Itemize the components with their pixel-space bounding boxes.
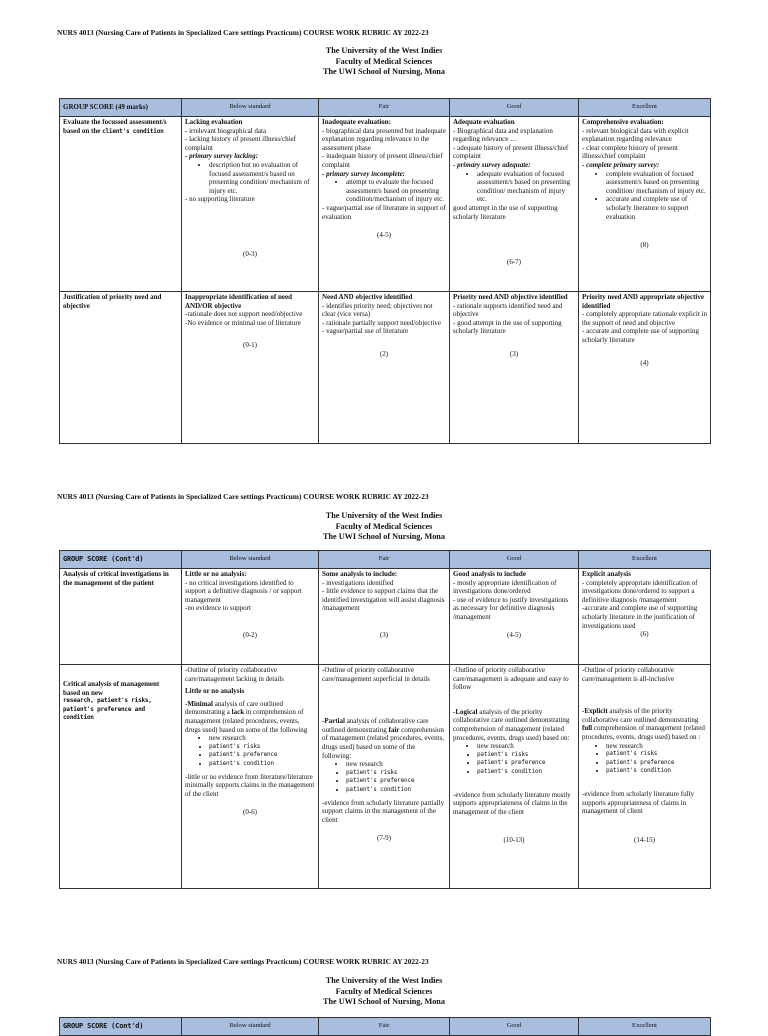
cell-title: Lacking evaluation [185,118,243,126]
good-cell [450,665,579,889]
list-item: • patient's risks [346,769,446,778]
list-item: • patient's condition [346,786,446,795]
score-range: (10-13) [503,836,525,845]
faculty-name: Faculty of Medical Sciences [335,56,433,66]
score-range: (0-6) [243,808,257,817]
cell-title: Good analysis to include [453,570,526,578]
cell-line: - primary survey adequate: [453,160,531,169]
analysis-lead: -Partial [322,717,345,726]
cell-line: good attempt in the use of supporting scholarly literature [453,203,558,221]
analysis-body: in comprehension of management (related procedures, events, drugs used) based on some of the following [185,708,308,734]
list-item: • accurate and complete use of scholarly literature to support evaluation [606,195,707,221]
cell-title: Some analysis to include: [322,570,398,578]
good-cell [450,569,579,665]
faculty-name: Faculty of Medical Sciences [335,986,433,996]
fair-cell [319,569,450,665]
analysis-body: comprehension of management (related procedures, events, drugs used) based on some of the following: [322,725,445,760]
list-item: • adequate evaluation of focused assessment/s based on presenting condition/ mechanism of injury etc. [477,170,575,204]
excellent-header: Excellent [579,1018,711,1036]
cell-line: -no evidence to support [185,604,251,613]
fair-header: Fair [319,551,450,569]
cell-title: Explicit analysis [582,570,631,578]
below-standard-cell [182,665,319,889]
fair-cell [319,665,450,889]
good-cell [450,117,579,292]
group-score-header: GROUP SCORE (49 marks) [60,99,182,117]
list-item: • new research [606,742,707,751]
course-title-line: NURS 4013 (Nursing Care of Patients in Specialized Care settings Practicum) COURSE WORK RUBRIC AY 2022-23 [57,492,429,501]
cell-line: -rationale does not support need/objective [185,310,303,319]
cell-line: - no supporting literature [185,195,255,204]
cell-line: - vague/partial use of literature [322,327,409,336]
excellent-cell [579,292,711,444]
score-range: (0-3) [243,249,257,258]
list-item: • patient's preference [606,759,707,768]
school-name: The UWI School of Nursing, Mona [323,997,445,1006]
university-heading [0,976,768,1008]
analysis-text [185,700,315,734]
analysis-keyword: fair [388,725,400,734]
bullet-list [453,742,575,776]
cell-line: -evidence from scholarly literature fully supports appropriateness of claims in management of client [582,789,694,816]
cell-line: - completely appropriate identification of investigations done/ordered to support a definitive diagnosis /management [582,578,698,604]
cell-line: -accurate and complete use of supporting scholarly literature in the justification of investigations used [582,604,698,630]
cell-line: -Outline of priority collaborative care/management superficial in details [322,666,430,683]
cell-line: - biographical data presented but inadequate explanation regarding relevance to the assessment phase [322,126,446,152]
university-name: The University of the West Indies [325,511,443,520]
cell-title: Priority need AND objective identified [453,293,568,301]
score-range: (7-9) [377,834,391,843]
school-name: The UWI School of Nursing, Mona [323,532,445,541]
cell-line: - adequate history of present illness/chief complaint [453,143,569,161]
criterion-text-mono: client's condition [102,127,164,135]
excellent-header: Excellent [579,551,711,569]
analysis-text [322,717,446,760]
faculty-name: Faculty of Medical Sciences [335,521,433,531]
score-range: (4-5) [377,231,391,240]
bullet-list [453,170,575,204]
cell-title: Need AND objective identified [322,293,413,301]
cell-line: -evidence from scholarly literature partially support claims in the management of the client [322,798,445,824]
score-range: (14-15) [634,835,655,844]
good-cell [450,292,579,444]
good-header: Good [450,1018,579,1036]
list-item: • patient's risks [209,743,315,752]
cell-line: - clear complete history of present illness/chief complaint [582,143,678,161]
cell-subtitle: Little or no analysis [185,687,245,696]
group-score-header: GROUP SCORE (Cont'd) [60,1018,182,1036]
below-standard-cell [182,569,319,665]
group-score-header: GROUP SCORE (Cont'd) [60,551,182,569]
cell-line: -Outline of priority collaborative care/management is adequate and easy to follow [453,666,569,692]
list-item: • patient's condition [209,760,315,769]
below-standard-cell [182,292,319,444]
cell-title: Adequate evaluation [453,118,515,126]
cell-line: -No evidence or minimal use of literature [185,318,301,327]
analysis-keyword: full [582,724,593,733]
excellent-cell [579,665,711,889]
excellent-cell [579,117,711,292]
cell-line: - complete primary survey: [582,160,660,169]
cell-line: - completely appropriate rationale explicit in the support of need and objective [582,310,707,327]
criterion-cell: Analysis of critical investigations in the management of the patient [60,569,182,665]
cell-line: - rationale partially support need/objective [322,318,441,327]
analysis-body: analysis of the priority collaborative care outlined demonstrating [582,707,699,724]
score-range: (4-5) [507,630,521,639]
criterion-text: Evaluate the focussed assessment/s based on the [63,118,167,135]
cell-line: - investigations identified [322,578,394,587]
school-name: The UWI School of Nursing, Mona [323,67,445,76]
score-range: (3) [509,349,519,358]
analysis-text [453,708,575,742]
list-item: • description but no evaluation of focused assessment/s based on presenting condition/ mechanism of injury etc. [209,161,315,195]
course-title-line: NURS 4013 (Nursing Care of Patients in Specialized Care settings Practicum) COURSE WORK RUBRIC AY 2022-23 [57,957,429,966]
cell-line: - no critical investigations identified to support a definitive diagnosis / or support management [185,578,302,604]
table-row [60,117,711,292]
university-heading [0,511,768,543]
cell-line: - lacking history of present illness/chief complaint [185,135,296,152]
below-standard-header: Below standard [182,99,319,117]
criterion-cell: Justification of priority need and objective [60,292,182,444]
university-name: The University of the West Indies [325,46,443,55]
header-row [60,99,711,117]
fair-cell [319,292,450,444]
analysis-keyword: lack [231,708,245,717]
excellent-header: Excellent [579,99,711,117]
list-item: • new research [477,742,575,751]
below-standard-header: Below standard [182,1018,319,1036]
cell-line: - primary survey lacking: [185,152,258,161]
cell-line: - rationale supports identified need and objective [453,301,563,319]
rubric-table-1 [59,98,711,444]
list-item: • complete evaluation of focused assessment/s based on presenting condition/ mechanism of injury etc. [606,170,707,196]
analysis-body: analysis of collaborative care outlined demonstrating [322,717,429,734]
score-range: (0-2) [243,630,257,639]
list-item: • patient's risks [477,751,575,760]
analysis-body: analysis of the priority collaborative care outlined demonstrating comprehension of management (related procedures, events, drugs used) based on: [453,707,570,742]
cell-line: - accurate and complete use of supporting scholarly literature [582,327,700,344]
list-item: • patient's condition [606,767,707,776]
list-item: • patient's preference [346,777,446,786]
below-standard-header: Below standard [182,551,319,569]
score-range: (2) [379,349,389,358]
fair-header: Fair [319,1018,450,1036]
cell-line: - relevant biological data with explicit explanation regarding relevance [582,126,689,144]
bullet-list [185,161,315,195]
table-row [60,665,711,889]
university-heading [0,46,768,78]
cell-title: Priority need AND appropriate objective identified [582,293,704,310]
good-header: Good [450,551,579,569]
cell-line: -Outline of priority collaborative care/management lacking in details [185,666,284,683]
cell-line: - irrelevant biographical data [185,126,267,135]
analysis-lead: -Minimal [185,699,213,708]
list-item: • new research [209,734,315,743]
cell-line: -little or no evidence from literature/literature minimally supports claims in the management of the client [185,772,315,798]
analysis-text [582,707,707,741]
analysis-body: analysis of care outlined demonstrating a [185,699,283,717]
good-header: Good [450,99,579,117]
analysis-body: comprehension of management (related procedures, events, drugs used) based on : [582,724,705,741]
cell-title: Little or no analysis: [185,570,247,578]
fair-header: Fair [319,99,450,117]
excellent-cell [579,569,711,665]
score-range: (6) [640,630,649,639]
cell-line: - Biographical data and explanation regarding relevance … [453,126,553,144]
score-range: (8) [640,241,649,250]
cell-title: Inadequate evaluation: [322,118,392,126]
list-item: • patient's preference [477,759,575,768]
criterion-cell [60,665,182,889]
list-item: • patient's risks [606,750,707,759]
bullet-list [185,734,315,768]
cell-line: - vague/partial use of literature in support of evaluation [322,203,446,221]
bullet-list [582,170,707,222]
cell-line: - use of evidence to justify investigations as necessary for definitive diagnosis /management [453,595,569,621]
bullet-list [582,742,707,776]
university-name: The University of the West Indies [325,976,443,985]
criterion-text-mono: research, patient's risks, patient's preference and condition [63,697,152,722]
below-standard-cell [182,117,319,292]
header-row [60,1018,711,1036]
analysis-lead: -Logical [453,707,478,716]
score-range: (4) [640,358,649,367]
cell-line: -evidence from scholarly literature mostly supports appropriateness of claims in the management of the client [453,790,571,816]
score-range: (6-7) [507,258,521,267]
analysis-lead: -Explicit [582,707,608,716]
cell-line: - little evidence to support claims that the identified investigation will assist diagnosis /management [322,587,445,613]
cell-line: - primary survey incomplete: [322,169,406,178]
cell-title: Comprehensive evaluation: [582,118,664,126]
cell-line: - mostly appropriate identification of investigations done/ordered [453,578,557,596]
criterion-text: Critical analysis of management based on new [63,680,160,697]
cell-line: -Outline of priority collaborative care/management is all-inclusive [582,666,675,683]
score-range: (0-1) [243,341,257,350]
table-row [60,569,711,665]
fair-cell [319,117,450,292]
bullet-list [322,760,446,794]
cell-line: - good attempt in the use of supporting scholarly literature [453,318,562,336]
cell-title: Inappropriate identification of need AND/OR objective [185,293,293,310]
header-row [60,551,711,569]
rubric-table-2 [59,550,711,889]
cell-line: - inadequate history of present illness/chief complaint [322,152,443,169]
list-item: • patient's condition [477,768,575,777]
rubric-table-3 [59,1017,711,1036]
list-item: • patient's preference [209,751,315,760]
list-item: • attempt to evaluate the focused assessment/s based on presenting condition/mechanism of injury etc. [346,178,446,204]
score-range: (3) [379,630,389,639]
cell-line: - identifies priority need; objectives not clear (vice versa) [322,301,433,319]
bullet-list [322,178,446,204]
criterion-cell [60,117,182,292]
course-title-line: NURS 4013 (Nursing Care of Patients in Specialized Care settings Practicum) COURSE WORK RUBRIC AY 2022-23 [57,28,429,37]
list-item: • new research [346,760,446,769]
table-row [60,292,711,444]
